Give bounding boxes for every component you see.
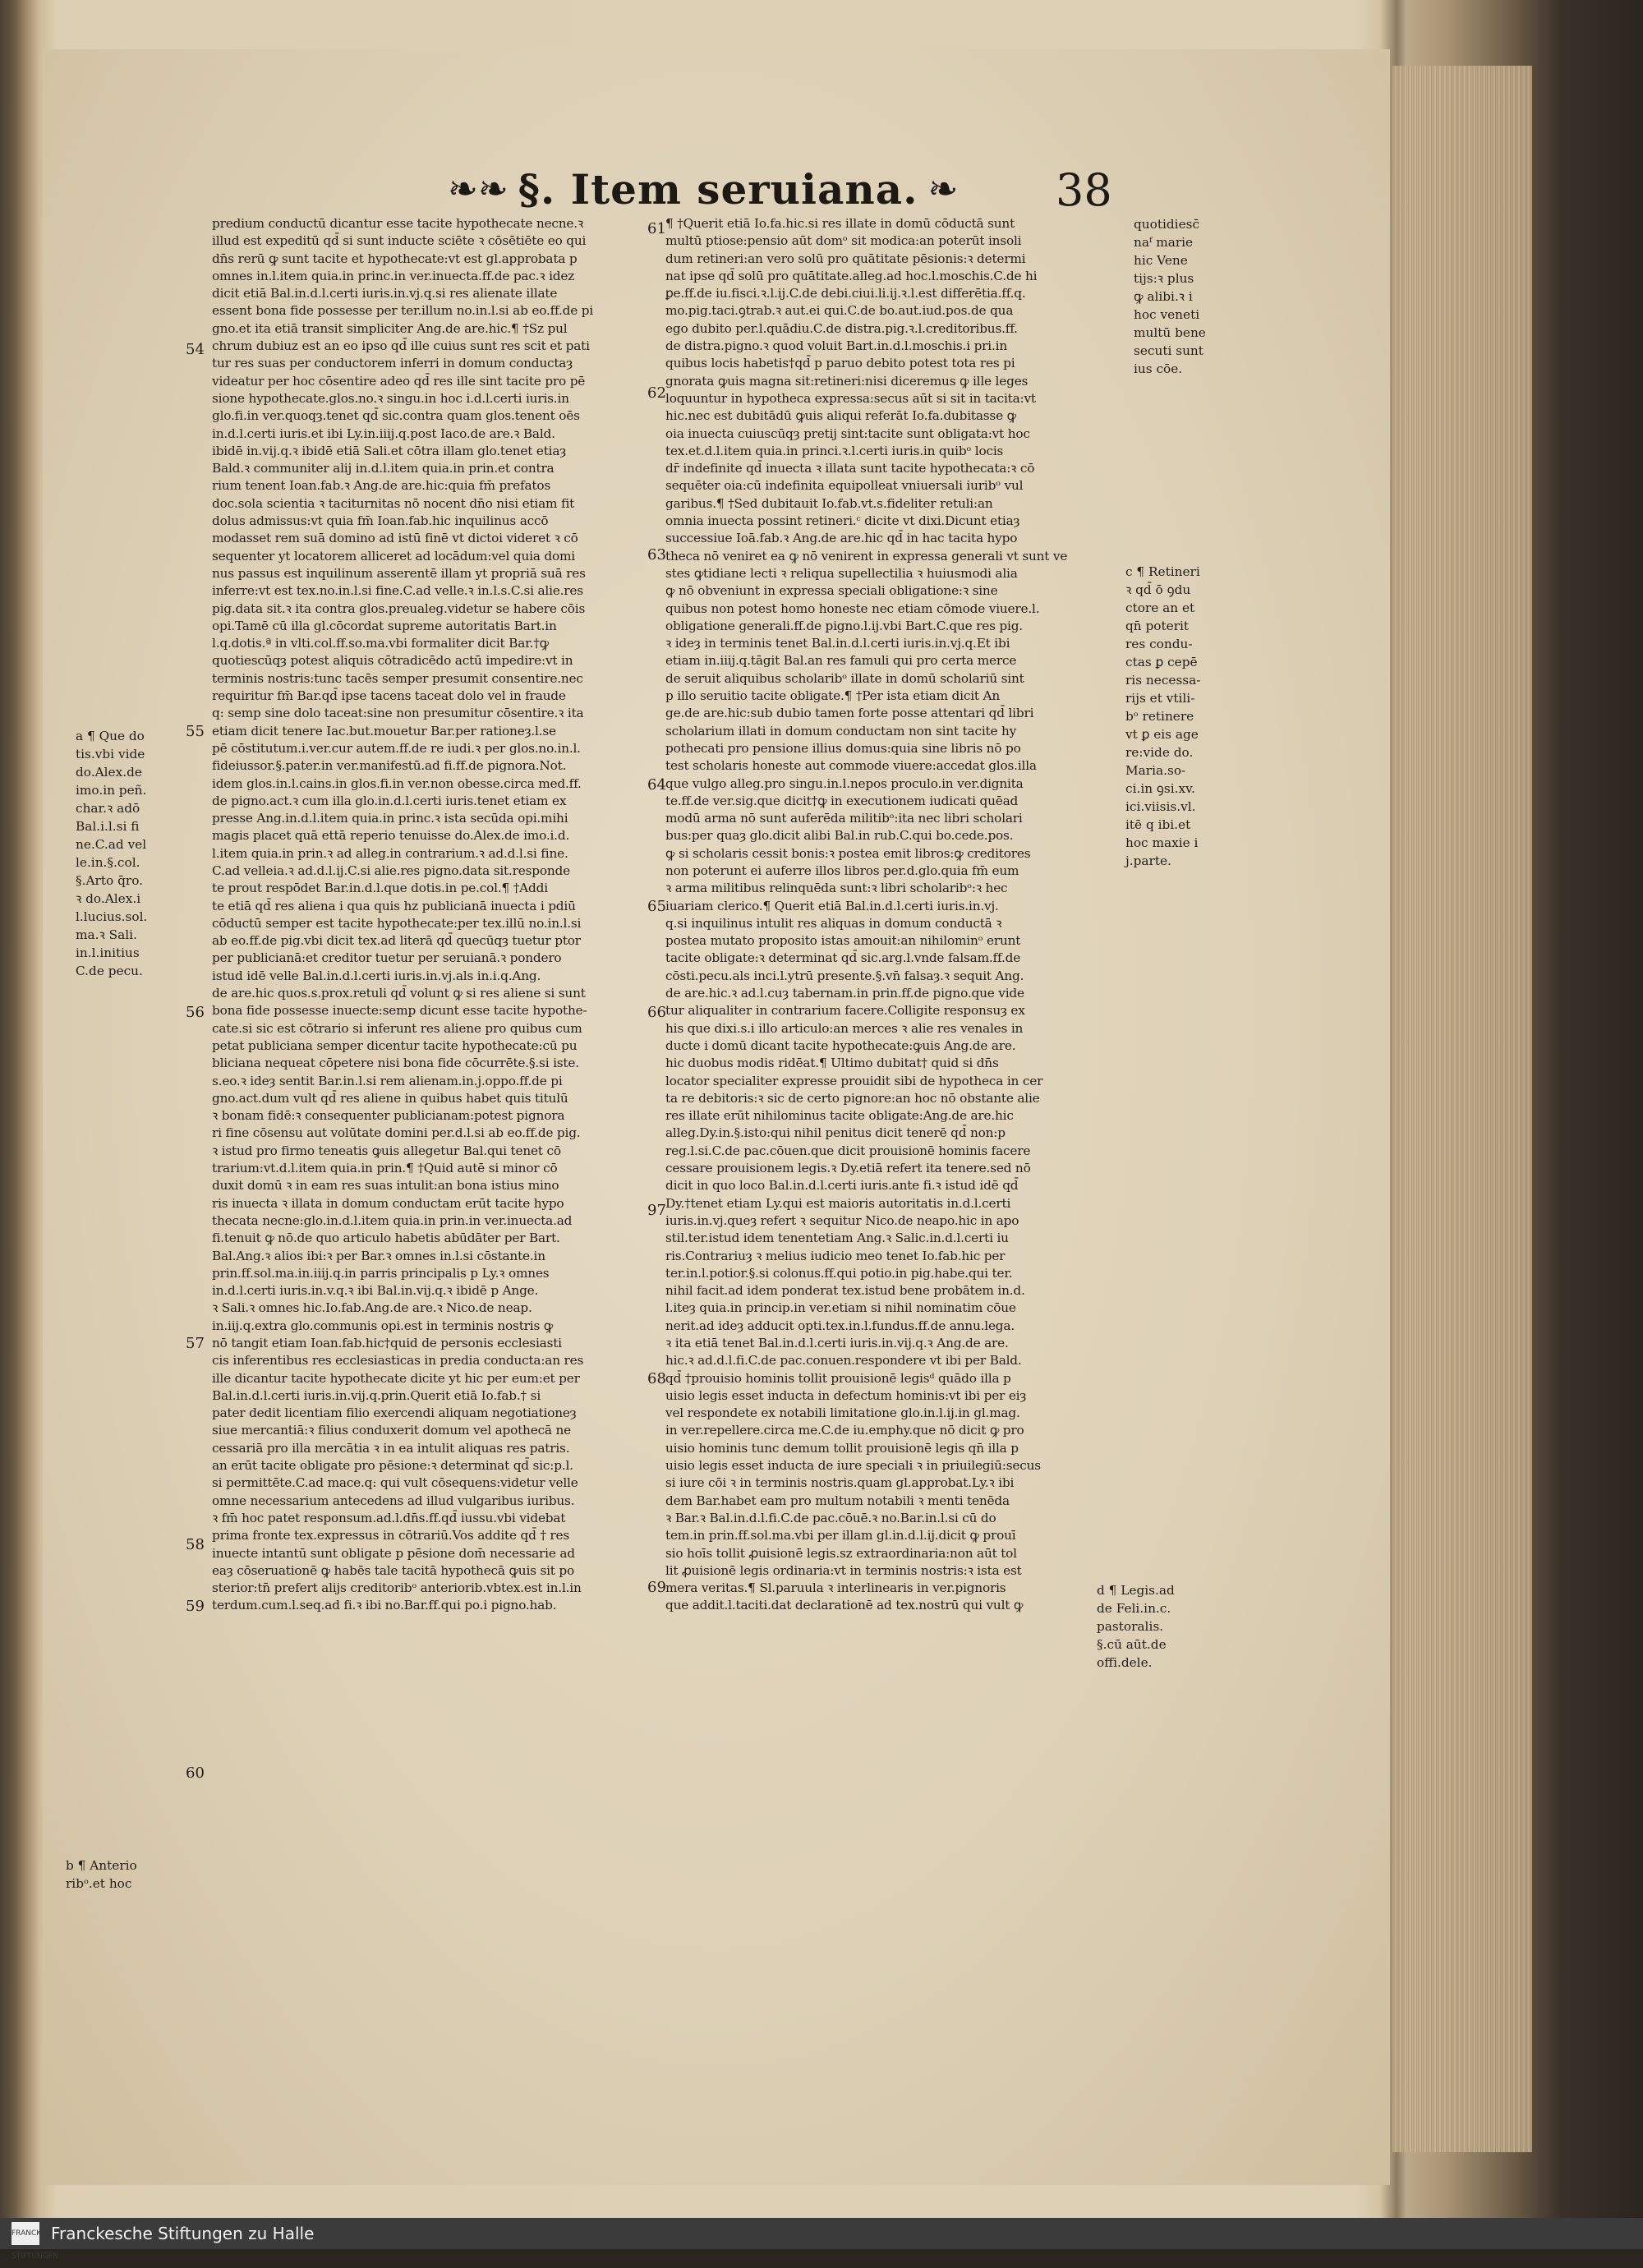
paragraph-number: 56: [186, 1004, 205, 1021]
text-line: omnes in.l.item quia.in princ.in ver.inuecta.ff.de pac.ꝛ idez: [212, 268, 575, 283]
text-line: oia inuecta cuiuscūqȝ pretij sint:tacite sunt obligata:vt hoc: [665, 426, 1030, 441]
text-line: dicit in quo loco Bal.in.d.l.certi iuris.ante fi.ꝛ istud idē qd̄: [665, 1178, 1019, 1194]
text-line: glo.fi.in ver.quoqȝ.tenet qd̄ sic.contra quam glos.tenent oēs: [212, 408, 580, 424]
margin-line: §.cū aūt.de: [1097, 1637, 1167, 1652]
margin-line: secuti sunt: [1134, 343, 1203, 358]
text-line: iuris.in.vj.queȝ refert ꝛ sequitur Nico.de neapo.hic in apo: [665, 1212, 1019, 1228]
text-line: pē cōstitutum.i.ver.cur autem.ff.de re iudi.ꝛ per glos.no.in.l.: [212, 740, 581, 756]
text-line: nus passus est inquilinum asserentē illam yt propriā suā res: [212, 565, 586, 581]
text-line: reg.l.si.C.de pac.cōuen.que dicit prouisionē hominis facere: [665, 1143, 1031, 1158]
text-line: terdum.cum.l.seq.ad fi.ꝛ ibi no.Bar.ff.qui po.i pigno.hab.: [212, 1598, 557, 1613]
text-line: nerit.ad ideȝ adducit opti.tex.in.l.fundus.ff.de annu.lega.: [665, 1318, 1015, 1333]
text-line: de pigno.act.ꝛ cum illa glo.in.d.l.certi iuris.tenet etiam ex: [212, 793, 567, 808]
text-line: sequēter oia:cū indefinita equipolleat vniuersali iuribᵒ vul: [665, 478, 1024, 494]
text-line: te etiā qd̄ res aliena i qua quis hz publicianā inuecta i pdiū: [212, 898, 576, 913]
margin-line: pastoralis.: [1097, 1619, 1164, 1634]
footer-bar: [0, 2218, 1643, 2261]
text-line: magis placet quā ettā reperio tenuisse do.Alex.de imo.i.d.: [212, 828, 570, 844]
margin-line: tijs:ꝛ plus: [1134, 271, 1194, 286]
text-line: in.iij.q.extra glo.communis opi.est in terminis nostris ꝙ: [212, 1318, 554, 1333]
text-line: gno.et ita etiā transit simpliciter Ang.de are.hic.¶ †Sz pul: [212, 320, 568, 336]
text-line: de seruit aliquibus scholaribᵒ illate in domū scholariū sint: [665, 670, 1024, 686]
text-line: an erūt tacite obligate pro pēsione:ꝛ determinat qd̄ sic:p.l.: [212, 1458, 573, 1474]
text-line: uisio hominis tunc demum tollit prouisionē legis qn̄ illa p: [665, 1440, 1019, 1456]
paragraph-number: 58: [186, 1536, 205, 1553]
text-line: illud est expeditū qd̄ si sunt inducte sciēte ꝛ cōsētiēte eo qui: [212, 233, 587, 249]
text-line: l.iteȝ quia.in princip.in ver.etiam si nihil nominatim cōue: [665, 1300, 1016, 1316]
text-line: rium tenent Ioan.fab.ꝛ Ang.de are.hic:quia fm̄ prefatos: [212, 478, 550, 494]
text-line: etiam in.iiij.q.tāgit Bal.an res famuli qui pro certa merce: [665, 653, 1017, 669]
text-line: dem Bar.habet eam pro multum notabili ꝛ menti tenēda: [665, 1493, 1010, 1508]
text-line: ri fine cōsensu aut volūtate domini per.d.l.si ab eo.ff.de pig.: [212, 1125, 581, 1141]
margin-line: ius cōe.: [1134, 361, 1183, 376]
text-line: iuariam clerico.¶ Querit etiā Bal.in.d.l.certi iuris.in.vj.: [665, 898, 999, 913]
text-line: ris.Contrariuȝ ꝛ melius iudicio meo tenet Io.fab.hic per: [665, 1248, 1006, 1263]
text-line: si permittēte.C.ad mace.q: qui vult cōsequens:videtur velle: [212, 1475, 578, 1491]
text-line: ibidē in.vij.q.ꝛ ibidē etiā Sali.et cōtra illam glo.tenet etiaȝ: [212, 443, 567, 458]
text-line: ta re debitoris:ꝛ sic de certo pignore:an hoc nō obstante alie: [665, 1090, 1040, 1106]
text-line: quotiescūqȝ potest aliquis cōtradicēdo actū impedire:vt in: [212, 653, 573, 669]
text-line: bliciana nequeat cōpetere nisi bona fide cōcurrēte.§.si iste.: [212, 1056, 579, 1071]
margin-line: j.parte.: [1125, 853, 1171, 868]
text-line: istud idē velle Bal.in.d.l.certi iuris.in.vj.als in.i.q.Ang.: [212, 968, 541, 983]
text-line: nō tangit etiam Ioan.fab.hic†quid de personis ecclesiasti: [212, 1336, 562, 1350]
text-line: garibus.¶ †Sed dubitauit Io.fab.vt.s.fideliter retuli:an: [665, 495, 993, 511]
text-line: sterior:tn̄ prefert alijs creditoribᵒ anteriorib.vbtex.est in.l.in: [212, 1580, 582, 1596]
paragraph-number: 63: [647, 546, 666, 564]
paragraph-number: 66: [647, 1004, 666, 1021]
text-line: cōductū semper est tacite hypothecate:per tex.illū no.in.l.si: [212, 915, 582, 931]
text-line: s.eo.ꝛ ideȝ sentit Bar.in.l.si rem alienam.in.j.oppo.ff.de pi: [212, 1073, 563, 1088]
margin-line: ꝙ alibi.ꝛ i: [1134, 289, 1193, 304]
margin-line: l.lucius.sol.: [76, 909, 148, 924]
text-line: in ver.repellere.circa me.C.de iu.emphy.que nō dicit ꝙ pro: [665, 1423, 1024, 1438]
text-line: dolus admissus:vt quia fm̄ Ioan.fab.hic inquilinus accō: [212, 513, 549, 529]
margin-line: ne.C.ad vel: [76, 837, 147, 852]
text-line: modū arma nō sunt auferēda militibᵒ:ita nec libri scholari: [665, 811, 1023, 826]
margin-line: ris necessa-: [1125, 673, 1201, 688]
text-line: hic.ꝛ ad.d.l.fi.C.de pac.conuen.respondere vt ibi per Bald.: [665, 1353, 1022, 1369]
paragraph-number: 64: [647, 776, 666, 794]
left-margin-note-b: [66, 1856, 137, 1893]
text-line: non poterunt ei auferre illos libros per.d.glo.quia fm̄ eum: [665, 863, 1019, 878]
margin-line: naᶠ marie: [1134, 235, 1194, 250]
text-line: pater dedit licentiam filio exercendi aliquam negotiationeȝ: [212, 1405, 577, 1421]
text-line: inuecte intantū sunt obligate p pēsione dom̄ necessarie ad: [212, 1545, 575, 1561]
text-line: ꝛ bonam fidē:ꝛ consequenter publicianam:potest pignora: [212, 1108, 565, 1124]
text-line: terminis nostris:tunc tacēs semper presumit consentire.nec: [212, 670, 583, 686]
right-marginalia-top: [1134, 215, 1206, 378]
text-line: stil.ter.istud idem tenentetiam Ang.ꝛ Salic.in.d.l.certi iu: [665, 1231, 1009, 1246]
paragraph-number: 57: [186, 1335, 205, 1352]
text-line: omne necessarium antecedens ad illud vulgaribus iuribus.: [212, 1493, 575, 1508]
text-line: tur aliqualiter in contrarium facere.Colligite responsuȝ ex: [665, 1003, 1025, 1019]
paragraph-number: 55: [186, 723, 205, 740]
paragraph-number: 61: [647, 220, 666, 237]
text-line: thecata necne:glo.in.d.l.item quia.in prin.in ver.inuecta.ad: [212, 1212, 573, 1228]
margin-line: ctas ꝑ cepē: [1125, 655, 1198, 669]
text-line: obligatione generali.ff.de pigno.l.ij.vbi Bart.C.que res pig.: [665, 618, 1023, 633]
text-line: dr̄ indefinite qd̄ inuecta ꝛ illata sunt tacite hypothecata:ꝛ cō: [665, 461, 1035, 476]
right-marginalia-c: [1125, 563, 1200, 870]
text-line: ris inuecta ꝛ illata in domum conductam erūt tacite hypo: [212, 1195, 564, 1211]
text-line: theca nō veniret ea ꝙ nō venirent in expressa generali vt sunt ve: [665, 548, 1068, 564]
text-line: test scholaris honeste aut commode viuere:accedat glos.illa: [665, 758, 1037, 774]
text-line: tex.et.d.l.item quia.in princi.ꝛ.l.certi iuris.in quibᵒ locis: [665, 443, 1004, 458]
text-line: predium conductū dicantur esse tacite hypothecate necne.ꝛ: [212, 216, 584, 231]
margin-line: c ¶ Retineri: [1125, 564, 1200, 579]
text-line: ter.in.l.potior.§.si colonus.ff.qui potio.in pig.habe.qui ter.: [665, 1265, 1013, 1281]
text-line: uisio legis esset inducta de iure speciali ꝛ in priuilegiū:secus: [665, 1458, 1041, 1474]
text-line: prima fronte tex.expressus in cōtrariū.Vos addite qd̄ † res: [212, 1528, 570, 1543]
text-line: ego dubito per.l.quādiu.C.de distra.pig.ꝛ.l.creditoribus.ff.: [665, 320, 1018, 336]
text-line: Dy.†tenet etiam Ly.qui est maioris autoritatis in.d.l.certi: [665, 1195, 1011, 1211]
text-line: omnia inuecta possint retineri.ᶜ dicite vt dixi.Dicunt etiaȝ: [665, 513, 1020, 529]
text-line: his que dixi.s.i illo articulo:an merces ꝛ alie res venales in: [665, 1020, 1024, 1036]
text-line: bona fide possesse inuecte:semp dicunt esse tacite hypothe-: [212, 1003, 587, 1019]
text-line: ꝙ nō obveniunt in expressa speciali obligatione:ꝛ sine: [665, 583, 998, 599]
text-line: C.ad velleia.ꝛ ad.d.l.ij.C.si alie.res pigno.data sit.responde: [212, 863, 570, 878]
margin-line: ctore an et: [1125, 600, 1195, 615]
margin-line: a ¶ Que do: [76, 729, 145, 743]
text-line: p illo seruitio tacite obligate.¶ †Per ista etiam dicit An: [665, 688, 1001, 704]
text-line: de are.hic.ꝛ ad.l.cuȝ tabernam.in prin.ff.de pigno.que vide: [665, 986, 1024, 1001]
text-line: mo.pig.taci.ꝯtrab.ꝛ aut.ei qui.C.de bo.aut.iud.pos.de qua: [665, 303, 1014, 319]
text-line: eaȝ cōseruationē ꝙ habēs tale tacitā hypothecā ꝙuis sit po: [212, 1562, 574, 1578]
text-line: scholarium illati in domum conductam non sint tacite hy: [665, 723, 1017, 738]
margin-line: qn̄ poterit: [1125, 619, 1190, 633]
text-line: multū ptiose:pensio aūt domᵒ sit modica:an poterūt insoli: [665, 233, 1022, 249]
text-line: sequenter yt locatorem alliceret ad locādum:vel quia domi: [212, 548, 575, 564]
right-text-column: [665, 215, 1105, 1615]
text-line: alleg.Dy.in.§.isto:qui nihil penitus dicit tenerē qd̄ non:p: [665, 1125, 1006, 1141]
text-line: que vulgo alleg.pro singu.in.l.nepos proculo.in ver.dignita: [665, 775, 1024, 791]
text-line: presse Ang.in.d.l.item quia.in princ.ꝛ ista secūda opi.mihi: [212, 811, 568, 826]
text-line: gno.act.dum vult qd̄ res aliene in quibus habet quis titulū: [212, 1090, 568, 1106]
text-line: ¶ †Querit etiā Io.fa.hic.si res illate in domū cōductā sunt: [665, 216, 1015, 231]
margin-line: multū bene: [1134, 325, 1206, 340]
text-line: sione hypothecate.glos.no.ꝛ singu.in hoc i.d.l.certi iuris.in: [212, 390, 569, 406]
text-line: dn̄s rerū ꝙ sunt tacite et hypothecate:vt est gl.approbata p: [212, 251, 578, 266]
margin-line: imo.in peñ.: [76, 783, 147, 798]
margin-line: ꝛ do.Alex.i: [76, 891, 141, 906]
margin-line: Maria.so-: [1125, 763, 1186, 778]
text-line: cate.si sic est cōtrario si inferunt res aliene pro quibus cum: [212, 1020, 582, 1036]
paragraph-number: 59: [186, 1598, 205, 1615]
text-line: in.d.l.certi iuris.et ibi Ly.in.iiij.q.post Iaco.de are.ꝛ Bald.: [212, 426, 555, 441]
text-line: hic duobus modis ridēat.¶ Ultimo dubitat† quid si dn̄s: [665, 1056, 999, 1071]
text-line: per publicianā:et creditor tuetur per seruianā.ꝛ pondero: [212, 950, 562, 966]
text-line: lit ꝓuisionē legis ordinaria:vt in terminis nostris:ꝛ ista est: [665, 1562, 1022, 1578]
right-marginalia-d: [1097, 1581, 1175, 1672]
text-line: gnorata ꝙuis magna sit:retineri:nisi diceremus ꝙ ille leges: [665, 373, 1029, 389]
margin-line: ꝛ qd̄ ō ꝯdu: [1125, 582, 1191, 597]
paragraph-number: 69: [647, 1579, 666, 1596]
margin-line: vt ꝑ eis age: [1125, 727, 1199, 742]
margin-line: §.Arto q̄ro.: [76, 873, 143, 888]
left-margin-note-a: [76, 727, 147, 980]
text-line: tacite obligate:ꝛ determinat qd̄ sic.arg.l.vnde falsam.ff.de: [665, 950, 1021, 966]
paragraph-number: 62: [647, 384, 666, 402]
margin-line: itē q ibi.et: [1125, 817, 1191, 832]
margin-line: hic Vene: [1134, 253, 1188, 268]
text-line: ꝛ Bar.ꝛ Bal.in.d.l.fi.C.de pac.cōuē.ꝛ no.Bar.in.l.si cū do: [665, 1510, 996, 1525]
text-line: de are.hic quos.s.prox.retuli qd̄ volunt ꝙ si res aliene si sunt: [212, 986, 586, 1001]
text-line: sio hoīs tollit ꝓuisionē legis.sz extraordinaria:non aūt tol: [665, 1545, 1017, 1561]
right-ornament-icon: ❧: [927, 168, 959, 210]
text-line: que addit.l.taciti.dat declarationē ad tex.nostrū qui vult ꝙ: [665, 1598, 1024, 1613]
margin-line: quotidiesc̄: [1134, 217, 1200, 232]
text-line: ducte i domū dicant tacite hypothecate:ꝙuis Ang.de are.: [665, 1037, 1016, 1053]
text-line: Bal.Ang.ꝛ alios ibi:ꝛ per Bar.ꝛ omnes in.l.si cōstante.in: [212, 1248, 545, 1263]
text-line: petat publiciana semper dicentur tacite hypothecate:cū pu: [212, 1037, 578, 1053]
text-line: dicit etiā Bal.in.d.l.certi iuris.in.vj.q.si res alienate illate: [212, 286, 558, 301]
institution-logo: FRANCKESCHE STIFTUNGEN: [12, 2222, 39, 2245]
text-line: duxit domū ꝛ in eam res suas intulit:an bona istius mino: [212, 1178, 559, 1194]
text-line: ꝙ si scholaris cessit bonis:ꝛ postea emit libros:ꝙ creditores: [665, 845, 1031, 861]
text-line: l.q.dotis.ª in vlti.col.ff.so.ma.vbi formaliter dicit Bar.†ꝙ: [212, 636, 549, 651]
text-line: requiritur fm̄ Bar.qd̄ ipse tacens taceat dolo vel in fraude: [212, 688, 566, 704]
text-line: quibus non potest homo honeste nec etiam cōmode viuere.l.: [665, 600, 1040, 616]
text-line: quibus locis habetis†qd̄ p paruo debito potest tota res pi: [665, 356, 1015, 371]
paragraph-number: 65: [647, 898, 666, 915]
text-line: ge.de are.hic:sub dubio tamen forte posse attentari qd̄ libri: [665, 706, 1034, 721]
folio-number: 38: [1056, 164, 1112, 216]
text-line: cessare prouisionem legis.ꝛ Dy.etiā refert ita tenere.sed nō: [665, 1161, 1031, 1176]
text-line: q.si inquilinus intulit res aliquas in domum conductā ꝛ: [665, 915, 1002, 931]
paragraph-number: 60: [186, 1764, 205, 1782]
text-line: prin.ff.sol.ma.in.iiij.q.in parris principalis p Ly.ꝛ omnes: [212, 1265, 550, 1281]
text-line: trarium:vt.d.l.item quia.in prin.¶ †Quid autē si minor cō: [212, 1161, 558, 1176]
text-line: Bald.ꝛ communiter alij in.d.l.item quia.in prin.et contra: [212, 461, 555, 476]
text-line: successiue Ioā.fab.ꝛ Ang.de are.hic qd̄ in hac tacita hypo: [665, 531, 1018, 546]
text-line: mera veritas.¶ Sl.paruula ꝛ interlinearis in ver.pignoris: [665, 1580, 1006, 1596]
text-line: uisio legis esset inducta in defectum hominis:vt ibi per eiȝ: [665, 1387, 1027, 1403]
text-line: nat ipse qd̄ solū pro quātitate.alleg.ad hoc.l.moschis.C.de hi: [665, 268, 1038, 283]
text-line: pothecati pro pensione illius domus:quia sine libris nō po: [665, 740, 1021, 756]
text-line: essent bona fide possesse per ter.illum no.in.l.si ab eo.ff.de pi: [212, 303, 594, 319]
text-line: dum retineri:an vero solū pro quātitate pēsionis:ꝛ determi: [665, 251, 1026, 266]
text-line: res illate erūt nihilominus tacite obligate:Ang.de are.hic: [665, 1108, 1014, 1124]
running-title: §. Item seruiana.: [518, 164, 918, 214]
text-line: ꝛ Sali.ꝛ omnes hic.Io.fab.Ang.de are.ꝛ Nico.de neap.: [212, 1300, 532, 1316]
text-line: hic.nec est dubitādū ꝙuis aliqui referāt Io.fa.dubitasse ꝙ: [665, 408, 1016, 424]
margin-line: de Feli.in.c.: [1097, 1601, 1171, 1616]
text-line: cis inferentibus res ecclesiasticas in predia conducta:an res: [212, 1353, 584, 1369]
running-header: [448, 160, 1154, 218]
text-line: ꝑe.ff.de iu.fisci.ꝛ.l.ij.C.de debi.ciui.li.ij.ꝛ.l.est differētia.ff.q.: [665, 286, 1026, 301]
text-line: cōsti.pecu.als inci.l.ytrū presente.§.vn̄ falsaȝ.ꝛ sequit Ang.: [665, 968, 1024, 983]
margin-line: in.l.initius: [76, 945, 140, 960]
text-line: loquuntur in hypotheca expressa:secus aūt si sit in tacita:vt: [665, 390, 1036, 406]
text-line: siue mercantiā:ꝛ filius conduxerit domum vel apothecā ne: [212, 1423, 572, 1438]
text-line: idem glos.in.l.cains.in glos.fi.in ver.non obesse.circa med.ff.: [212, 775, 582, 791]
paragraph-number: 68: [647, 1370, 666, 1387]
margin-line: res condu-: [1125, 637, 1193, 651]
text-line: nihil facit.ad idem ponderat tex.istud bene probātem in.d.: [665, 1283, 1025, 1299]
margin-line: bᵒ retinere: [1125, 709, 1194, 724]
text-line: q: semp sine dolo taceat:sine non presumitur cōsentire.ꝛ ita: [212, 706, 584, 721]
text-line: cessariā pro illa mercātia ꝛ in ea intulit aliquas res patris.: [212, 1440, 570, 1456]
text-line: ab eo.ff.de pig.vbi dicit tex.ad literā qd̄ quecūqȝ tuetur ptor: [212, 933, 581, 949]
text-line: ꝛ istud pro firmo teneatis ꝙuis allegetur Bal.qui tenet cō: [212, 1143, 561, 1158]
text-line: ille dicantur tacite hypothecate dicite yt hic per eum:et per: [212, 1370, 580, 1386]
paragraph-number: 54: [186, 341, 205, 358]
text-line: Bal.in.d.l.certi iuris.in.vij.q.prin.Querit etiā Io.fab.† si: [212, 1387, 541, 1403]
margin-line: rijs et vtili-: [1125, 691, 1195, 706]
text-line: pig.data sit.ꝛ ita contra glos.preualeg.videtur se habere cōis: [212, 600, 586, 616]
margin-line: offi.dele.: [1097, 1655, 1153, 1670]
text-line: si iure cōi ꝛ in terminis nostris.quam gl.approbat.Ly.ꝛ ibi: [665, 1475, 1015, 1491]
text-line: tur res suas per conductorem inferri in domum conductaȝ: [212, 356, 573, 371]
margin-line: re:vide do.: [1125, 745, 1194, 760]
margin-line: ma.ꝛ Sali.: [76, 927, 137, 942]
text-line: modasset rem suā domino ad istū finē vt dictoi videret ꝛ cō: [212, 531, 578, 546]
text-line: bus:per quaȝ glo.dicit alibi Bal.in rub.C.qui bo.cede.pos.: [665, 828, 1014, 844]
margin-line: d ¶ Legis.ad: [1097, 1583, 1175, 1598]
margin-line: tis.vbi vide: [76, 747, 145, 761]
text-line: tem.in prin.ff.sol.ma.vbi per illam gl.in.d.l.ij.dicit ꝙ prouī: [665, 1528, 1016, 1543]
left-text-column: [212, 215, 656, 1615]
text-line: ꝛ fm̄ hoc patet responsum.ad.l.dn̄s.ff.qd̄ iussu.vbi videbat: [212, 1510, 566, 1525]
text-line: qd̄ †prouisio hominis tollit prouisionē legisᵈ quādo illa p: [665, 1370, 1011, 1386]
book-fore-edge: [1392, 66, 1532, 2152]
text-line: in.d.l.certi iuris.in.v.q.ꝛ ibi Bal.in.vij.q.ꝛ ibidē p Ange.: [212, 1283, 539, 1299]
margin-line: do.Alex.de: [76, 765, 142, 780]
text-line: ꝛ ita etiā tenet Bal.in.d.l.certi iuris.in.vij.q.ꝛ Ang.de are.: [665, 1336, 1009, 1350]
text-line: postea mutato proposito istas amouit:an nihilominᵒ erunt: [665, 933, 1021, 949]
margin-line: hoc maxie i: [1125, 835, 1199, 850]
text-line: ꝛ arma militibus relinquēda sunt:ꝛ libri scholaribᵒ:ꝛ hec: [665, 881, 1008, 896]
text-line: fideiussor.§.pater.in ver.manifestū.ad fi.ff.de pignora.Not.: [212, 758, 567, 774]
text-line: ꝛ ideȝ in terminis tenet Bal.in.d.l.certi iuris.in.vj.q.Et ibi: [665, 636, 1010, 651]
institution-name: Franckesche Stiftungen zu Halle: [51, 2224, 315, 2243]
text-line: videatur per hoc cōsentire adeo qd̄ res ille sint tacite pro pē: [212, 373, 586, 389]
text-line: etiam dicit tenere Iac.but.mouetur Bar.per rationeȝ.l.se: [212, 723, 556, 738]
left-ornament-icon: ❧❧: [448, 168, 509, 210]
text-line: chrum dubiuz est an eo ipso qd̄ ille cuius sunt res scit et pati: [212, 338, 590, 354]
paragraph-number: 97: [647, 1202, 666, 1219]
text-line: fi.tenuit ꝙ nō.de quo articulo habetis abūdāter per Bart.: [212, 1231, 560, 1246]
margin-line: hoc veneti: [1134, 307, 1200, 322]
margin-line: ribᵒ.et hoc: [66, 1876, 132, 1891]
margin-line: ci.in ꝯsi.xv.: [1125, 781, 1195, 796]
text-line: inferre:vt est tex.no.in.l.si fine.C.ad velle.ꝛ in.l.s.C.si alie.res: [212, 583, 583, 599]
text-line: de distra.pigno.ꝛ quod voluit Bart.in.d.l.moschis.i pri.in: [665, 338, 1007, 354]
text-line: vel respondete ex notabili limitatione glo.in.l.ij.in gl.mag.: [665, 1405, 1020, 1421]
margin-line: Bal.i.l.si fi: [76, 819, 140, 834]
text-line: l.item quia.in prin.ꝛ ad alleg.in contrarium.ꝛ ad.d.l.si fine.: [212, 845, 568, 861]
margin-line: C.de pecu.: [76, 964, 143, 978]
text-line: opi.Tamē cū illa gl.cōcordat supreme autoritatis Bart.in: [212, 618, 557, 633]
text-line: te.ff.de ver.sig.que dicit†ꝙ in executionem iudicati quēad: [665, 793, 1019, 808]
text-line: stes ꝙtidiane lecti ꝛ reliqua supellectilia ꝛ huiusmodi alia: [665, 565, 1018, 581]
text-line: locator specialiter expresse prouidit sibi de hypotheca in cer: [665, 1073, 1043, 1088]
text-line: te prout respōdet Bar.in.d.l.que dotis.in pe.col.¶ †Addi: [212, 881, 548, 896]
margin-line: char.ꝛ adō: [76, 801, 140, 816]
text-line: doc.sola scientia ꝛ taciturnitas nō nocent dn̄o nisi etiam fit: [212, 495, 575, 511]
margin-line: ici.viisis.vl.: [1125, 799, 1196, 814]
margin-line: b ¶ Anterio: [66, 1858, 137, 1873]
margin-line: le.in.§.col.: [76, 855, 140, 870]
